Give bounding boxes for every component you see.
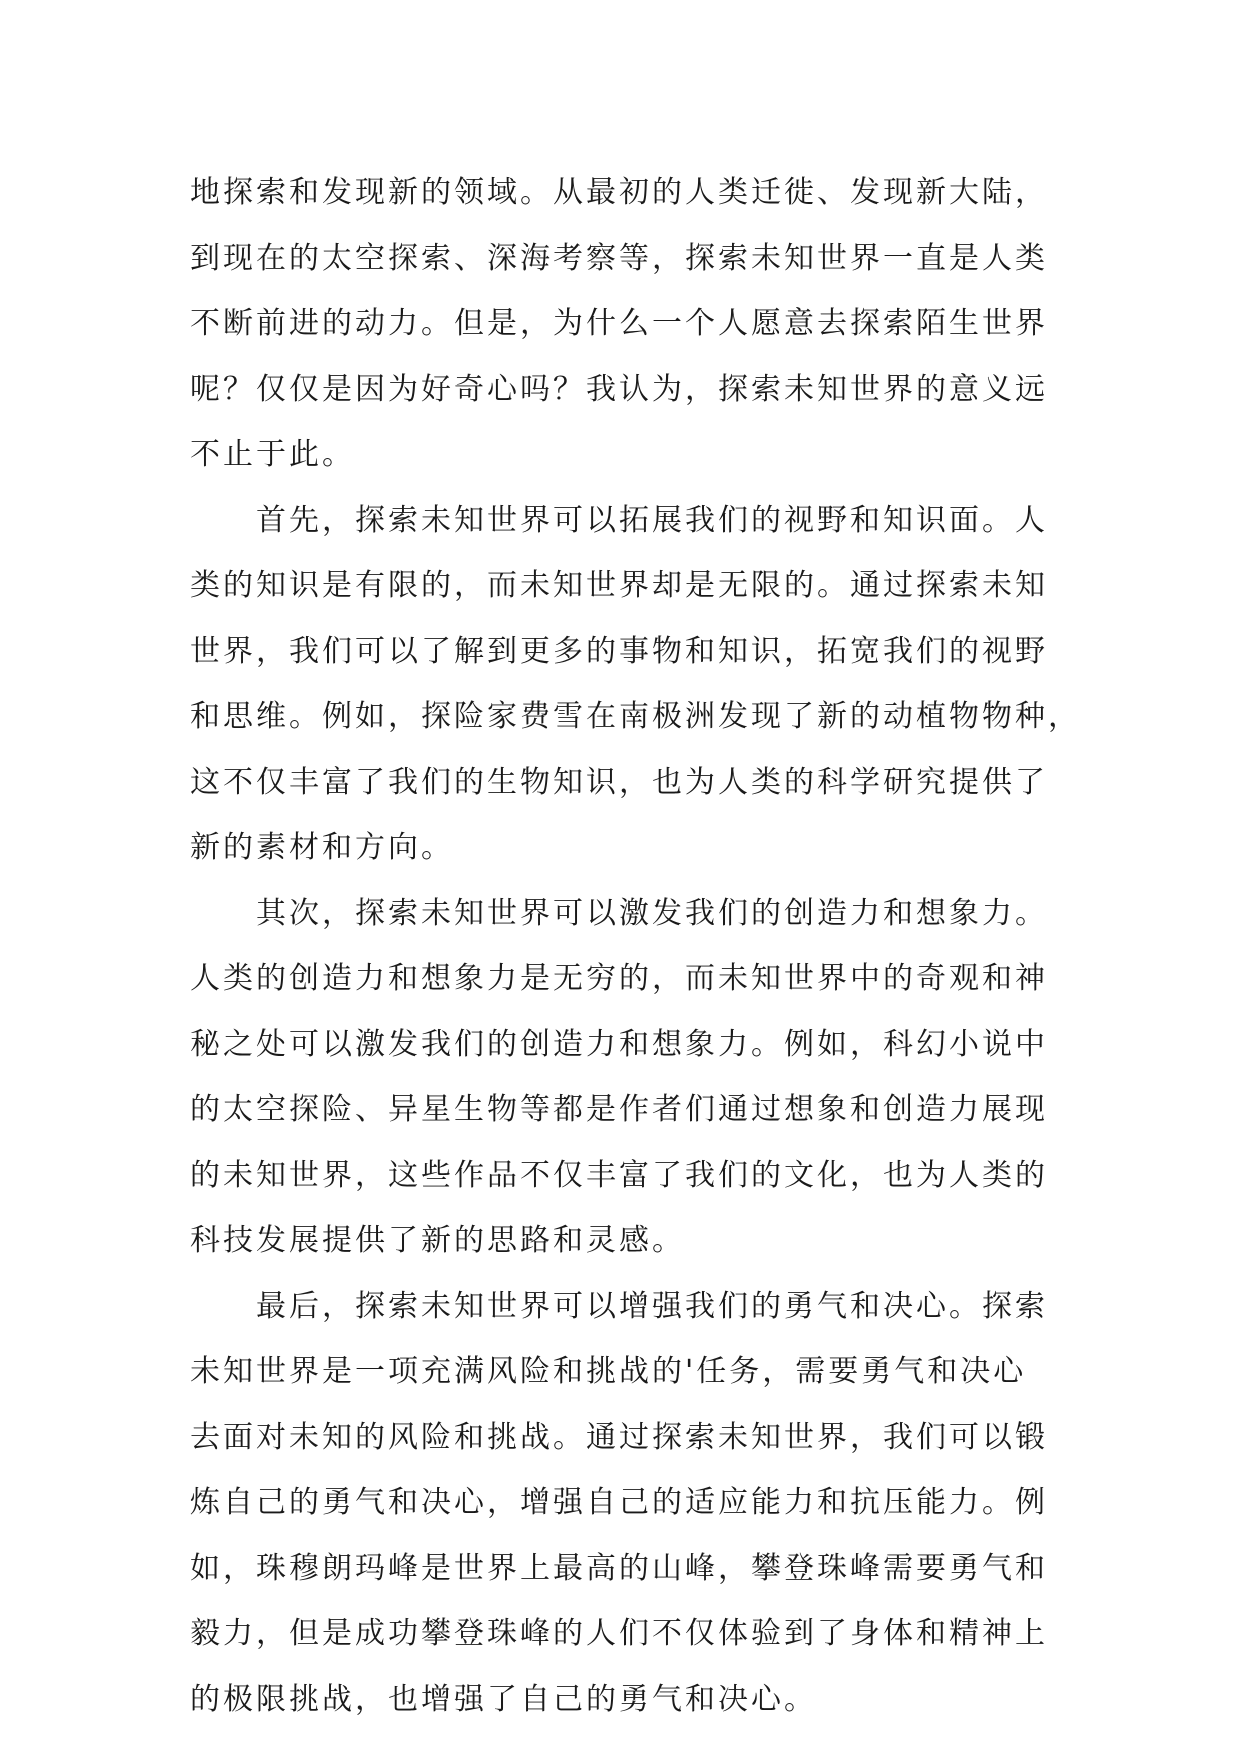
- text-line: 这不仅丰富了我们的生物知识，也为人类的科学研究提供了: [190, 764, 1048, 800]
- text-line: 不止于此。: [190, 437, 355, 472]
- text-line: 地探索和发现新的领域。从最初的人类迁徙、发现新大陆，: [190, 175, 1048, 210]
- text-line: 如，珠穆朗玛峰是世界上最高的山峰，攀登珠峰需要勇气和: [190, 1550, 1048, 1586]
- text-line: 不断前进的动力。但是，为什么一个人愿意去探索陌生世界: [190, 306, 1048, 341]
- text-line: 科技发展提供了新的思路和灵感。: [190, 1223, 685, 1258]
- text-line: 和思维。例如，探险家费雪在南极洲发现了新的动植物物种，: [190, 699, 1081, 734]
- text-line: 到现在的太空探索、深海考察等，探索未知世界一直是人类: [190, 240, 1048, 276]
- text-line: 首先，探索未知世界可以拓展我们的视野和知识面。人: [256, 502, 1048, 538]
- text-line: 的极限挑战，也增强了自己的勇气和决心。: [190, 1681, 817, 1717]
- text-line: 人类的创造力和想象力是无穷的，而未知世界中的奇观和神: [190, 961, 1048, 996]
- text-line: 毅力，但是成功攀登珠峰的人们不仅体验到了身体和精神上: [190, 1616, 1048, 1651]
- text-line: 未知世界是一项充满风险和挑战的'任务，需要勇气和决心: [190, 1354, 1027, 1389]
- text-line: 去面对未知的风险和挑战。通过探索未知世界，我们可以锻: [190, 1419, 1048, 1455]
- text-line: 类的知识是有限的，而未知世界却是无限的。通过探索未知: [190, 568, 1048, 603]
- text-line: 世界，我们可以了解到更多的事物和知识，拓宽我们的视野: [190, 633, 1048, 669]
- document-body: [190, 160, 1081, 1732]
- text-line: 的太空探险、异星生物等都是作者们通过想象和创造力展现: [190, 1092, 1048, 1127]
- text-line: 最后，探索未知世界可以增强我们的勇气和决心。探索: [256, 1288, 1048, 1324]
- text-line: 呢？仅仅是因为好奇心吗？我认为，探索未知世界的意义远: [190, 371, 1048, 407]
- text-line: 的未知世界，这些作品不仅丰富了我们的文化，也为人类的: [190, 1157, 1048, 1193]
- text-line: 炼自己的勇气和决心，增强自己的适应能力和抗压能力。例: [190, 1485, 1048, 1520]
- text-line: 新的素材和方向。: [190, 830, 454, 865]
- text-line: 秘之处可以激发我们的创造力和想象力。例如，科幻小说中: [190, 1026, 1048, 1062]
- text-line: 其次，探索未知世界可以激发我们的创造力和想象力。: [256, 895, 1048, 931]
